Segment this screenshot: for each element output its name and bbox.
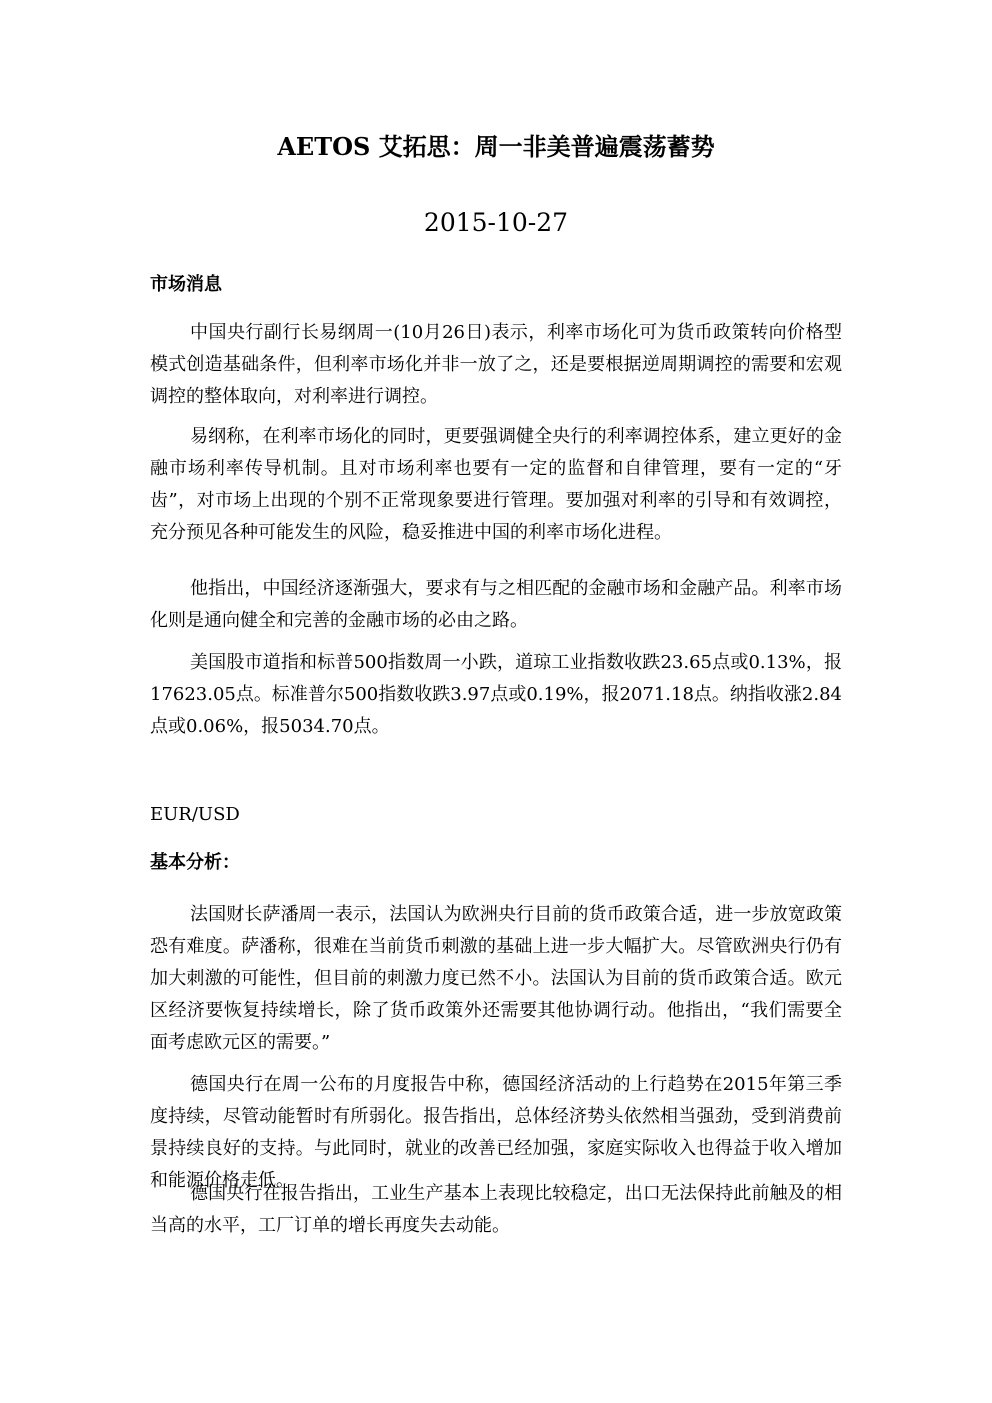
eurusd-paragraph-2: 德国央行在周一公布的月度报告中称，德国经济活动的上行趋势在2015年第三季度持续，尽管动能暂时有所弱化。报告指出，总体经济势头依然相当强劲，受到消费前景持续良好的支持。与此同时，就业的改善已经加强，家庭实际收入也得益于收入增加和能源价格走低。 (150, 1074, 842, 1191)
section-heading-market-news: 市场消息 (150, 274, 222, 295)
market-paragraph-2: 易纲称，在利率市场化的同时，更要强调健全央行的利率调控体系，建立更好的金融市场利率传导机制。且对市场利率也要有一定的监督和自律管理，要有一定的“牙齿”，对市场上出现的个别不正常现象要进行管理。要加强对利率的引导和有效调控，充分预见各种可能发生的风险，稳妥推进中国的利率市场化进程。 (150, 426, 842, 543)
document-title: AETOS 艾拓思：周一非美普遍震荡蓄势 (277, 132, 715, 161)
eurusd-paragraph-3: 德国央行在报告指出，工业生产基本上表现比较稳定，出口无法保持此前触及的相当高的水平，工厂订单的增长再度失去动能。 (150, 1183, 842, 1236)
eurusd-paragraph-1: 法国财长萨潘周一表示，法国认为欧洲央行目前的货币政策合适，进一步放宽政策恐有难度。萨潘称，很难在当前货币刺激的基础上进一步大幅扩大。尽管欧洲央行仍有加大刺激的可能性，但目前的刺激力度已然不小。法国认为目前的货币政策合适。欧元区经济要恢复持续增长，除了货币政策外还需要其他协调行动。他指出，“我们需要全面考虑欧元区的需要。” (150, 904, 842, 1053)
market-paragraph-4: 美国股市道指和标普500指数周一小跌，道琼工业指数收跌23.65点或0.13%，报17623.05点。标准普尔500指数收跌3.97点或0.19%，报2071.18点。纳指收涨2.84点或0.06%，报5034.70点。 (150, 652, 843, 737)
document-date: 2015-10-27 (423, 208, 569, 237)
currency-pair-label: EUR/USD (150, 804, 240, 825)
market-paragraph-1: 中国央行副行长易纲周一(10月26日)表示，利率市场化可为货币政策转向价格型模式创造基础条件，但利率市场化并非一放了之，还是要根据逆周期调控的需要和宏观调控的整体取向，对利率进行调控。 (150, 322, 842, 407)
section-heading-fundamental-analysis: 基本分析： (150, 852, 240, 873)
market-paragraph-3: 他指出，中国经济逐渐强大，要求有与之相匹配的金融市场和金融产品。利率市场化则是通向健全和完善的金融市场的必由之路。 (150, 578, 842, 631)
